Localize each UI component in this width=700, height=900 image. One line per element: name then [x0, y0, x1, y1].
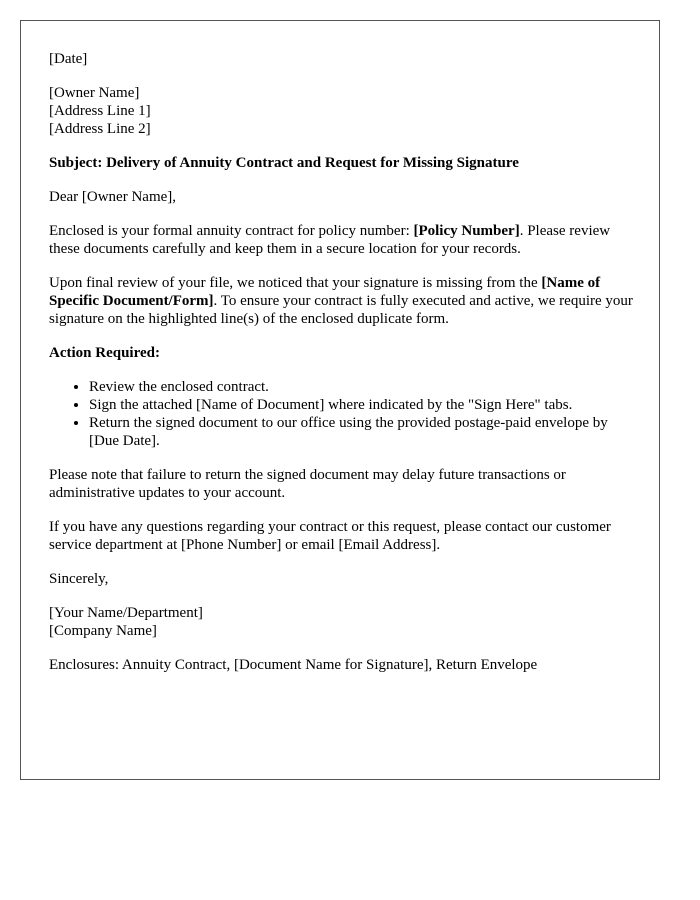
paragraph-contract-enclosed-text-1: Enclosed is your formal annuity contract for policy number: [49, 223, 414, 239]
letter-subject: Subject: Delivery of Annuity Contract and Request for Missing Signature [49, 155, 519, 171]
document-name-placeholder: [Name of Specific Document/Form] [49, 275, 601, 309]
sender-company: [Company Name] [49, 623, 157, 639]
recipient-name: [Owner Name] [49, 85, 140, 101]
action-item-return: • Return the signed document to our office using the provided postage-paid envelope by [Due Date]. [89, 414, 639, 450]
policy-number-placeholder: [Policy Number] [413, 223, 520, 239]
recipient-address-line-2: [Address Line 2] [49, 121, 151, 137]
letter-body [49, 50, 639, 690]
enclosures-line: Enclosures: Annuity Contract, [Document Name for Signature], Return Envelope [49, 657, 538, 673]
closing: Sincerely, [49, 571, 109, 587]
paragraph-missing-signature-text-2: . To ensure your contract is fully executed and active, we require your signature on the highlighted line(s) of the enclosed duplicate form. [49, 293, 633, 327]
letter-date: [Date] [49, 51, 88, 67]
recipient-address [49, 84, 639, 138]
sender-name: [Your Name/Department] [49, 605, 203, 621]
paragraph-delay-notice: Please note that failure to return the signed document may delay future transactions or administrative updates to your account. [49, 467, 566, 501]
paragraph-contract-enclosed-text-2: . Please review these documents carefully and keep them in a secure location for your records. [49, 223, 611, 257]
action-list [49, 378, 639, 450]
action-required-heading: Action Required: [49, 345, 160, 361]
action-item-sign: • Sign the attached [Name of Document] where indicated by the "Sign Here" tabs. [89, 396, 639, 414]
letter-page [20, 20, 660, 780]
paragraph-missing-signature-text-1: Upon final review of your file, we noticed that your signature is missing from the [49, 275, 542, 291]
paragraph-contract-enclosed [49, 222, 639, 258]
paragraph-contact-info: If you have any questions regarding your contract or this request, please contact our customer service department at [Phone Number] or email [Email Address]. [49, 519, 611, 553]
salutation: Dear [Owner Name], [49, 189, 177, 205]
recipient-address-line-1: [Address Line 1] [49, 103, 151, 119]
sender-block [49, 604, 639, 640]
paragraph-missing-signature [49, 274, 639, 328]
action-item-review: • Review the enclosed contract. [89, 378, 639, 396]
